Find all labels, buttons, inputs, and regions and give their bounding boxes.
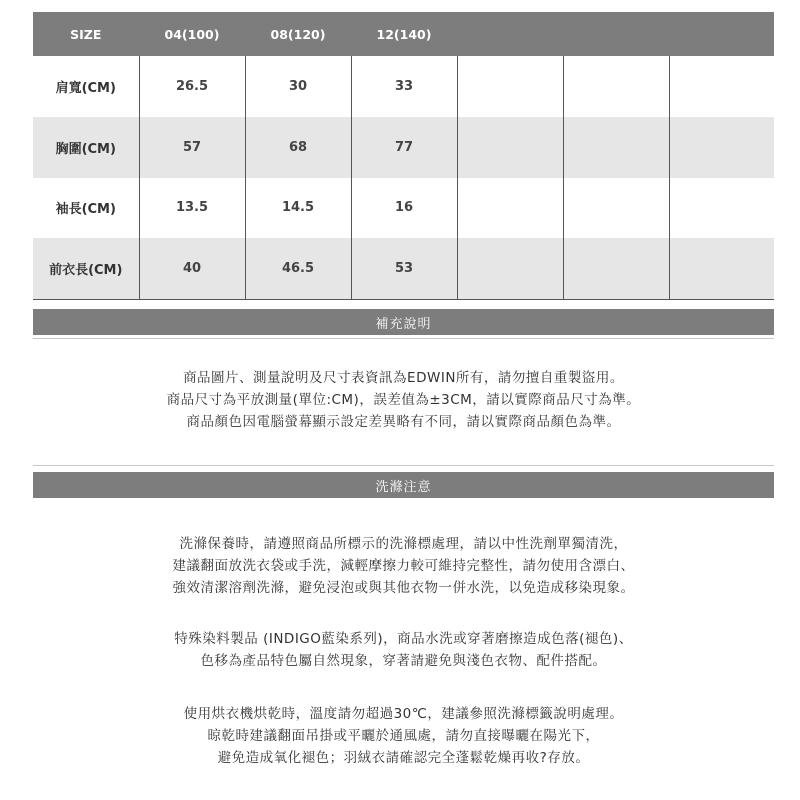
table-cell: 26.5 bbox=[139, 56, 245, 117]
supplement-title: 補充說明 bbox=[375, 316, 432, 332]
washing-title: 洗滌注意 bbox=[375, 479, 432, 495]
supplement-text bbox=[33, 367, 774, 433]
table-cell-empty bbox=[457, 117, 563, 178]
washing-line: 特殊染料製品 (INDIGO藍染系列)，商品水洗或穿著磨擦造成色落(褪色)、 bbox=[174, 631, 633, 647]
washing-line: 洗滌保養時，請遵照商品所標示的洗滌標處理，請以中性洗劑單獨清洗， bbox=[179, 536, 628, 552]
supplement-title-bar bbox=[33, 309, 774, 335]
washing-line: 建議翻面放洗衣袋或手洗，減輕摩擦力較可維持完整性，請勿使用含漂白、 bbox=[172, 558, 635, 574]
row-label: 袖長(CM) bbox=[33, 178, 139, 239]
table-cell: 77 bbox=[351, 117, 457, 178]
table-row bbox=[33, 238, 774, 299]
table-cell-empty bbox=[669, 178, 774, 239]
table-cell: 53 bbox=[351, 238, 457, 299]
header-cell-size: SIZE bbox=[33, 12, 139, 56]
table-cell-empty bbox=[669, 56, 774, 117]
size-table-header bbox=[33, 12, 774, 56]
table-cell: 68 bbox=[245, 117, 351, 178]
table-cell: 40 bbox=[139, 238, 245, 299]
table-cell-empty bbox=[669, 117, 774, 178]
washing-title-bar bbox=[33, 472, 774, 498]
table-cell-empty bbox=[457, 178, 563, 239]
washing-paragraph-1 bbox=[33, 533, 774, 599]
table-cell-empty bbox=[457, 238, 563, 299]
header-cell-04: 04(100) bbox=[139, 12, 245, 56]
table-cell-empty bbox=[669, 238, 774, 299]
table-cell-empty bbox=[563, 238, 669, 299]
table-row bbox=[33, 56, 774, 117]
table-cell: 14.5 bbox=[245, 178, 351, 239]
washing-line: 強效清潔溶劑洗滌，避免浸泡或與其他衣物一併水洗，以免造成移染現象。 bbox=[172, 580, 635, 596]
table-cell-empty bbox=[563, 178, 669, 239]
washing-line: 使用烘衣機烘乾時，溫度請勿超過30℃，建議參照洗滌標籤說明處理。 bbox=[183, 706, 624, 722]
table-cell-empty bbox=[563, 56, 669, 117]
header-cell-12: 12(140) bbox=[351, 12, 457, 56]
washing-paragraph-2 bbox=[33, 628, 774, 672]
divider bbox=[33, 338, 774, 339]
supplement-line: 商品尺寸為平放測量(單位:CM)，誤差值為±3CM，請以實際商品尺寸為準。 bbox=[166, 392, 641, 408]
table-cell: 16 bbox=[351, 178, 457, 239]
supplement-line: 商品圖片、測量說明及尺寸表資訊為EDWIN所有，請勿擅自重製盜用。 bbox=[183, 370, 624, 386]
table-cell: 57 bbox=[139, 117, 245, 178]
table-row bbox=[33, 117, 774, 178]
table-cell: 33 bbox=[351, 56, 457, 117]
divider bbox=[33, 465, 774, 466]
supplement-line: 商品顏色因電腦螢幕顯示設定差異略有不同，請以實際商品顏色為準。 bbox=[186, 414, 621, 430]
table-cell: 13.5 bbox=[139, 178, 245, 239]
row-label: 胸圍(CM) bbox=[33, 117, 139, 178]
table-cell-empty bbox=[563, 117, 669, 178]
header-cell-08: 08(120) bbox=[245, 12, 351, 56]
table-cell-empty bbox=[457, 56, 563, 117]
washing-line: 晾乾時建議翻面吊掛或平曬於通風處，請勿直接曝曬在陽光下， bbox=[207, 728, 600, 744]
size-table bbox=[33, 12, 774, 300]
table-cell: 30 bbox=[245, 56, 351, 117]
header-cell-empty bbox=[457, 12, 563, 56]
washing-line: 避免造成氧化褪色；羽絨衣請確認完全蓬鬆乾燥再收?存放。 bbox=[217, 750, 590, 766]
washing-paragraph-3 bbox=[33, 703, 774, 769]
table-row bbox=[33, 178, 774, 239]
table-cell: 46.5 bbox=[245, 238, 351, 299]
header-cell-empty bbox=[563, 12, 669, 56]
row-label: 前衣長(CM) bbox=[33, 238, 139, 299]
row-label: 肩寬(CM) bbox=[33, 56, 139, 117]
washing-line: 色移為產品特色屬自然現象，穿著請避免與淺色衣物、配件搭配。 bbox=[200, 653, 607, 669]
header-cell-empty bbox=[669, 12, 774, 56]
